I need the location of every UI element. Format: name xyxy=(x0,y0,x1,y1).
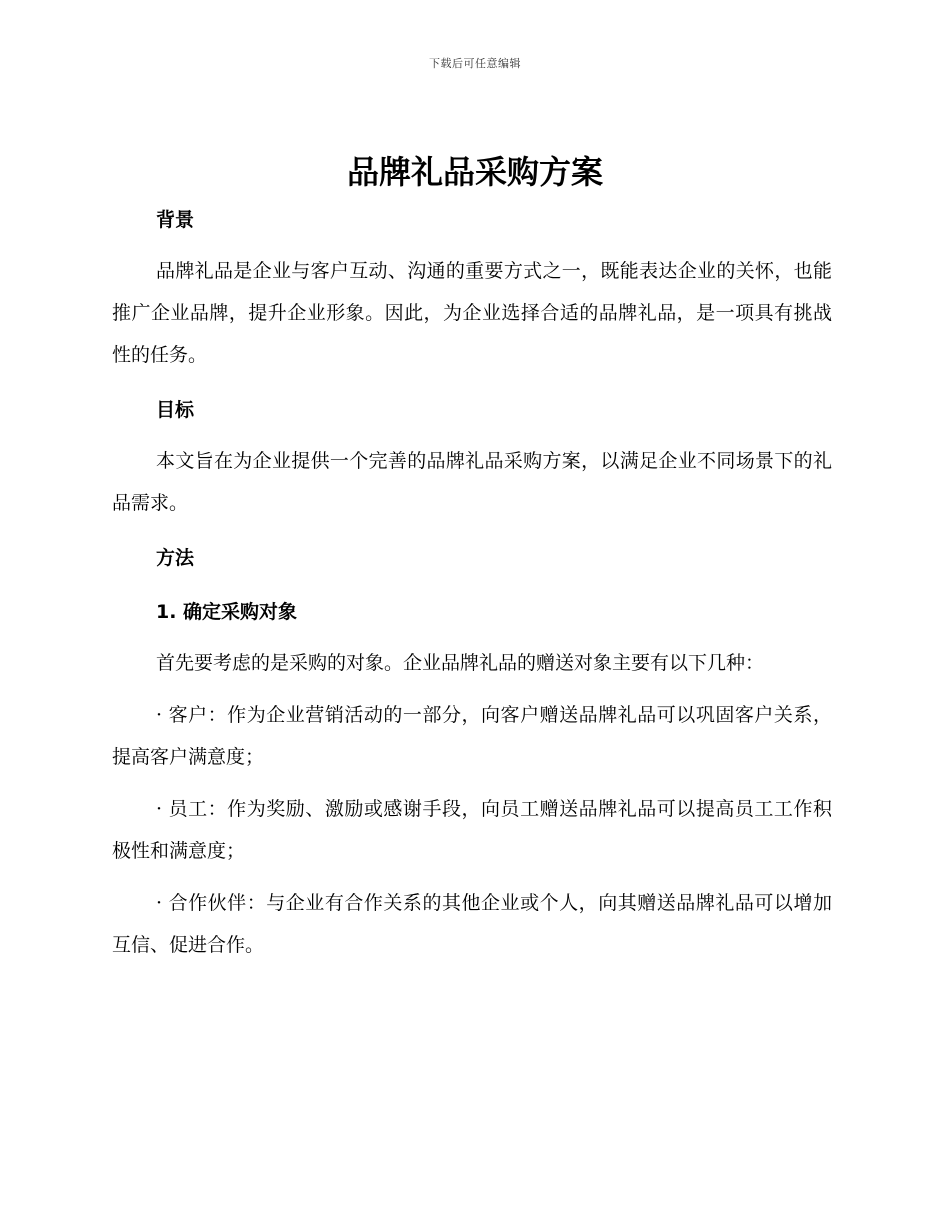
header-note: 下载后可任意编辑 xyxy=(429,57,521,70)
document-title: 品牌礼品采购方案 xyxy=(346,153,603,191)
bullet-item-employee: · 员工：作为奖励、激励或感谢手段，向员工赠送品牌礼品可以提高员工工作积极性和满意度； xyxy=(112,798,832,862)
section-heading-method: 方法 xyxy=(156,547,195,569)
document-body xyxy=(112,200,832,966)
bullet-item-partner: · 合作伙伴：与企业有合作关系的其他企业或个人，向其赠送品牌礼品可以增加互信、促进合作。 xyxy=(112,892,832,956)
step1-intro-paragraph: 首先要考虑的是采购的对象。企业品牌礼品的赠送对象主要有以下几种： xyxy=(156,652,765,674)
background-paragraph: 品牌礼品是企业与客户互动、沟通的重要方式之一，既能表达企业的关怀，也能推广企业品牌，提升企业形象。因此，为企业选择合适的品牌礼品，是一项具有挑战性的任务。 xyxy=(112,260,832,366)
subsection-heading-step1: 1. 确定采购对象 xyxy=(156,601,298,623)
section-heading-background: 背景 xyxy=(156,209,195,231)
section-heading-goal: 目标 xyxy=(156,399,195,421)
goal-paragraph: 本文旨在为企业提供一个完善的品牌礼品采购方案，以满足企业不同场景下的礼品需求。 xyxy=(112,450,832,514)
bullet-item-customer: · 客户：作为企业营销活动的一部分，向客户赠送品牌礼品可以巩固客户关系，提高客户满意度； xyxy=(112,704,832,768)
